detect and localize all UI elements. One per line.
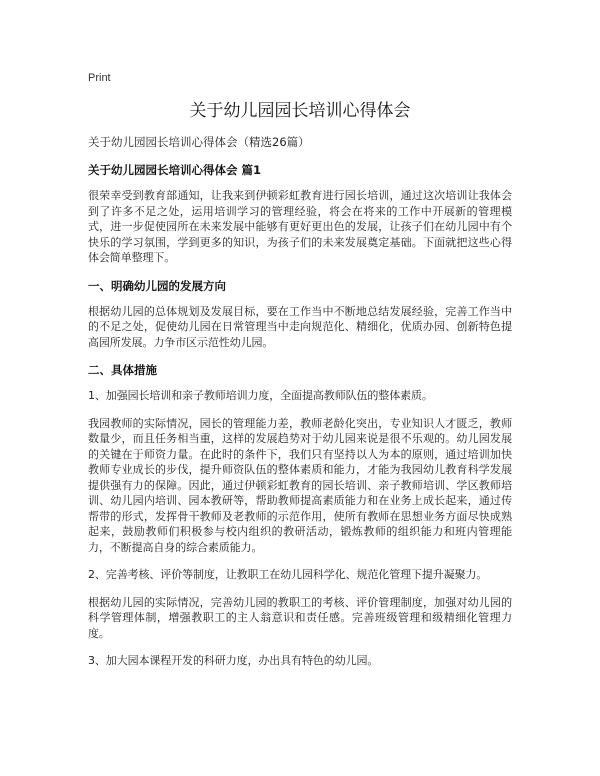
- article-heading: 关于幼儿园园长培训心得体会 篇1: [88, 163, 262, 177]
- measure-3-title: 3、加大园本课程开发的科研力度，办出具有特色的幼儿园。: [88, 654, 379, 667]
- measure-1-paragraph: 我园教师的实际情况，园长的管理能力差，教师老龄化突出，专业知识人才匮乏，教师数量少，而且任务相当重，这样的发展趋势对于幼儿园来说是很不乐观的。幼儿园发展的关键在于师资力量。在此时的条件下，我们只有坚持以人为本的原则，通过培训加快教师专业成长的步伐，提升师资队伍的整体素质和能力，才能为我园幼儿教育科学发展提供强有力的保障。因此，通过伊顿彩虹教育的园长培训、亲子教师培训、学区教师培训、幼儿园内培训、园本教研等，帮助教师提高素质能力和在业务上成长起来，通过传帮带的形式，发挥骨干教师及老教师的示范作用，使所有教师在思想业务方面尽快成熟起来，鼓励教师们积极参与校内组织的教研活动，锻炼教师的组织能力和班内管理能力，不断提高自身的综合素质能力。: [88, 416, 512, 554]
- print-label[interactable]: Print: [88, 72, 111, 84]
- measure-2-title: 2、完善考核、评价等制度，让教职工在幼儿园科学化、规范化管理下提升凝聚力。: [88, 568, 488, 581]
- section-heading-measures: 二、具体措施: [88, 363, 157, 377]
- section-direction-paragraph: 根据幼儿园的总体规划及发展目标，要在工作当中不断地总结发展经验，完善工作当中的不足之处，促使幼儿园在日常管理当中走向规范化、精细化，优质办园、创新特色提高园所发展。力争市区示范性幼儿园。: [88, 304, 512, 349]
- section-heading-direction: 一、明确幼儿园的发展方向: [88, 278, 226, 293]
- measure-2-paragraph: 根据幼儿园的实际情况，完善幼儿园的教职工的考核、评价管理制度，加强对幼儿园的科学管理体制，增强教职工的主人翁意识和责任感。完善班级管理和级精细化管理力度。: [88, 595, 512, 640]
- measure-1-title: 1、加强园长培训和亲子教师培训力度，全面提高教师队伍的整体素质。: [88, 389, 433, 402]
- page-title: 关于幼儿园园长培训心得体会: [189, 101, 411, 121]
- document-subtitle: 关于幼儿园园长培训心得体会（精选26篇）: [88, 135, 310, 149]
- intro-paragraph: 很荣幸受到教育部通知，让我来到伊顿彩虹教育进行园长培训，通过这次培训让我体会到了许多不足之处，运用培训学习的管理经验，将会在将来的工作中开展新的管理模式，进一步促使园所在未来发展中能够有更好更出色的发展，让孩子们在幼儿园中有个快乐的学习氛围，学到更多的知识，为孩子们的未来发展奠定基础。下面就把这些心得体会简单整理下。: [88, 189, 512, 264]
